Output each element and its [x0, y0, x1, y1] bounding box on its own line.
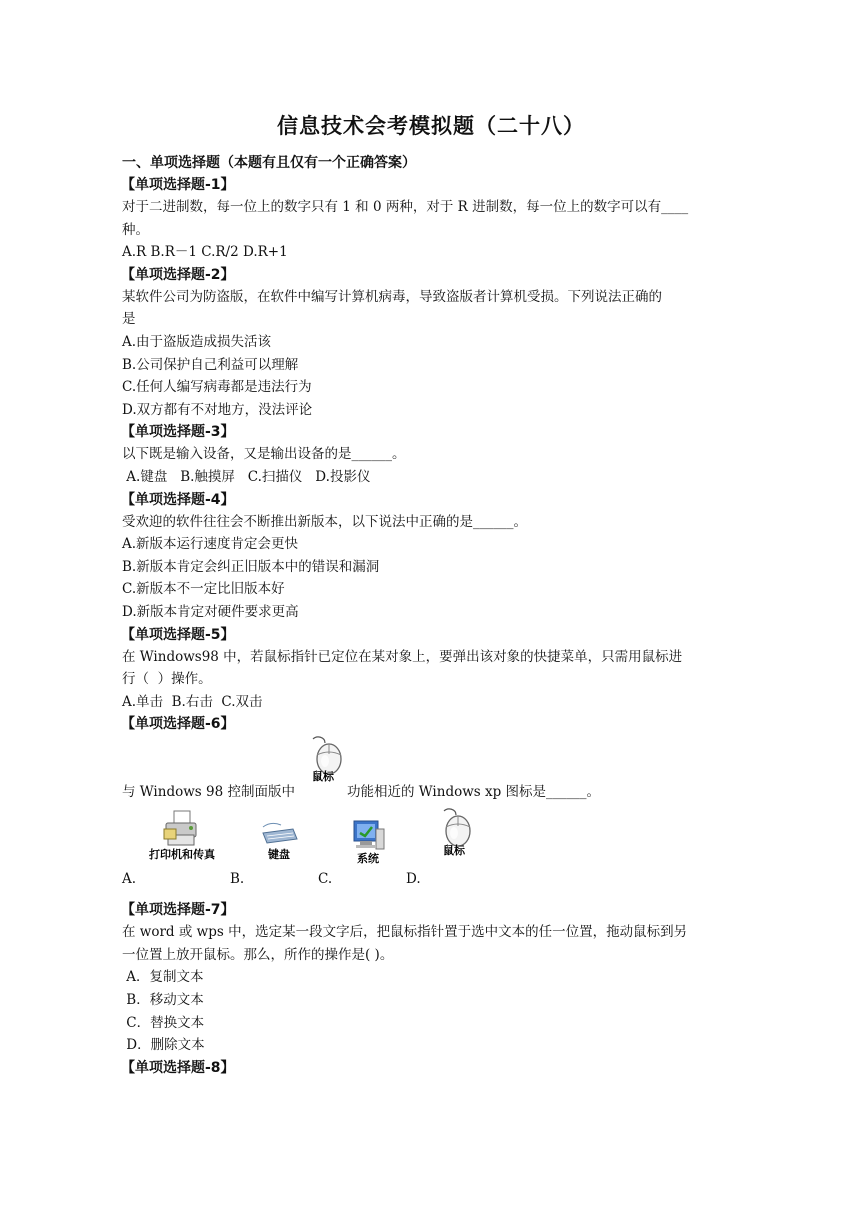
option-a: A.由于盗版造成损失活该 — [122, 333, 272, 350]
question-text: 行（ ）操作。 — [122, 671, 212, 688]
option-b: B.公司保护自己利益可以理解 — [122, 356, 299, 373]
question-header: 【单项选择题-3】 — [121, 424, 235, 441]
option-d: D．删除文本 — [122, 1037, 205, 1054]
question-6 — [122, 713, 742, 899]
option-letter: C. — [318, 871, 333, 888]
option-a: A．复制文本 — [122, 969, 204, 986]
question-header: 【单项选择题-8】 — [121, 1059, 235, 1076]
icon-caption: 系统 — [357, 852, 379, 866]
icon-caption: 鼠标 — [312, 770, 334, 784]
page-title: 信息技术会考模拟题（二十八） — [277, 114, 585, 138]
option-letter: A. — [122, 871, 137, 888]
question-1 — [122, 174, 742, 264]
question-text: 在 word 或 wps 中，选定某一段文字后，把鼠标指针置于选中文本的任一位置，拖动鼠标到另 — [122, 924, 688, 941]
printer-fax-icon — [162, 809, 202, 849]
question-stem — [122, 735, 742, 807]
question-text-before: 与 Windows 98 控制面版中 — [122, 784, 295, 801]
option-b-image — [257, 819, 301, 860]
option-b: B．移动文本 — [122, 992, 204, 1009]
icon-caption: 打印机和传真 — [149, 848, 215, 862]
question-text: 受欢迎的软件往往会不断推出新版本，以下说法中正确的是______。 — [122, 513, 527, 530]
question-header: 【单项选择题-2】 — [121, 266, 235, 283]
option-letter: B. — [230, 871, 245, 888]
stem-mouse-icon-box — [300, 735, 346, 782]
question-options: A.键盘 B.触摸屏 C.扫描仪 D.投影仪 — [122, 468, 371, 485]
option-d-image — [432, 807, 476, 856]
document-page — [122, 110, 742, 1079]
question-text: 是 — [122, 311, 136, 328]
option-c: C.任何人编写病毒都是违法行为 — [122, 379, 312, 396]
option-image-row — [122, 807, 742, 899]
question-text: 对于二进制数，每一位上的数字只有 1 和 0 两种，对于 R 进制数，每一位上的数字可以有____ — [122, 199, 689, 215]
question-header: 【单项选择题-5】 — [121, 626, 235, 643]
question-text: 一位置上放开鼠标。那么，所作的操作是( )。 — [122, 946, 394, 963]
icon-caption: 鼠标 — [443, 844, 465, 858]
icon-caption: 键盘 — [268, 848, 290, 862]
question-header: 【单项选择题-4】 — [121, 491, 235, 508]
system-monitor-icon — [348, 819, 388, 853]
option-c-image — [346, 819, 390, 864]
question-text: 种。 — [122, 221, 149, 238]
question-text-after: 功能相近的 Windows xp 图标是______。 — [347, 784, 601, 801]
question-7 — [122, 899, 742, 1057]
option-a-image — [144, 809, 220, 860]
option-d: D.双方都有不对地方，没法评论 — [122, 401, 313, 418]
question-header: 【单项选择题-6】 — [121, 716, 235, 733]
question-3 — [122, 421, 742, 488]
question-5 — [122, 624, 742, 714]
question-options: A.R B.R－1 C.R/2 D.R+1 — [122, 244, 288, 261]
option-a: A.新版本运行速度肯定会更快 — [122, 536, 299, 553]
question-text: 在 Windows98 中，若鼠标指针已定位在某对象上，要弹出该对象的快捷菜单，只需用鼠标进 — [122, 648, 683, 665]
option-letter: D. — [406, 871, 421, 888]
keyboard-icon — [259, 819, 299, 847]
option-c: C.新版本不一定比旧版本好 — [122, 581, 285, 598]
question-header: 【单项选择题-7】 — [121, 902, 235, 919]
question-8 — [122, 1057, 742, 1079]
section-heading: 一、单项选择题（本题有且仅有一个正确答案） — [122, 155, 416, 171]
option-c: C．替换文本 — [122, 1014, 205, 1031]
question-text: 以下既是输入设备，又是输出设备的是______。 — [122, 446, 406, 463]
question-text: 某软件公司为防盗版，在软件中编写计算机病毒，导致盗版者计算机受损。下列说法正确的 — [122, 288, 662, 305]
question-options: A.单击 B.右击 C.双击 — [122, 693, 263, 710]
question-2 — [122, 264, 742, 422]
option-d: D.新版本肯定对硬件要求更高 — [122, 603, 299, 620]
question-4 — [122, 489, 742, 624]
option-b: B.新版本肯定会纠正旧版本中的错误和漏洞 — [122, 558, 380, 575]
question-header: 【单项选择题-1】 — [121, 177, 235, 193]
